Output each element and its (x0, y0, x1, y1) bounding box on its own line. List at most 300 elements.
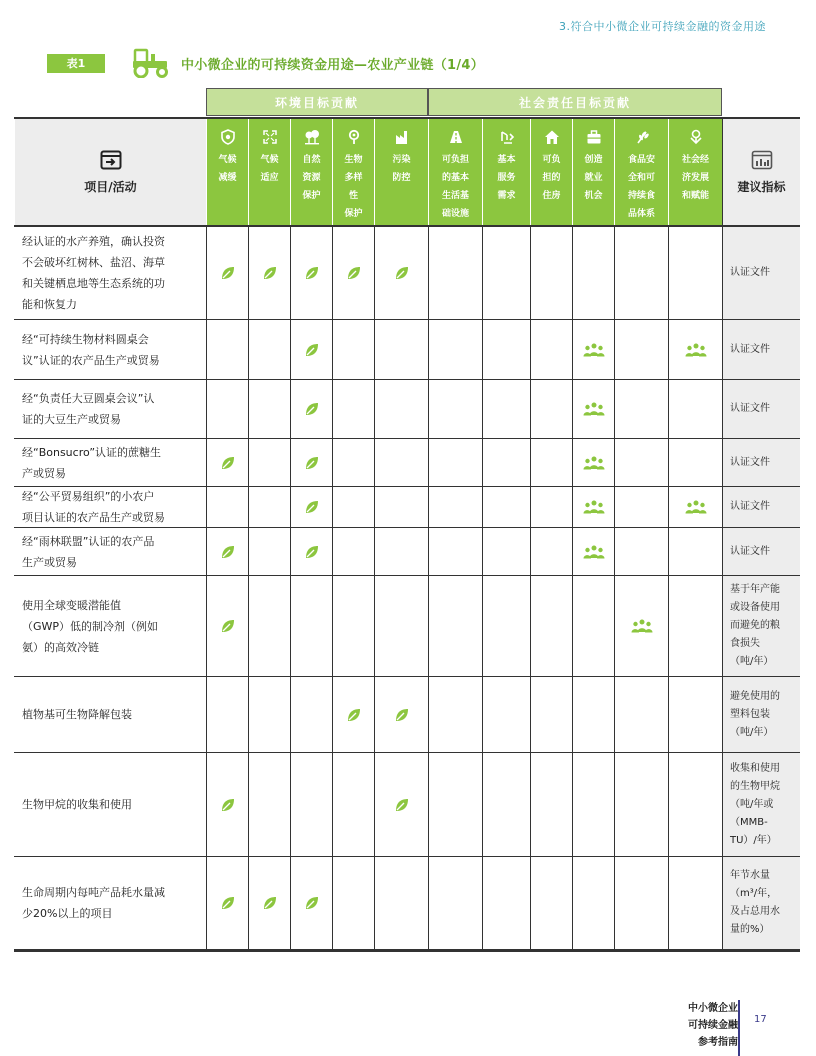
table-row (14, 677, 800, 753)
project-line: 产或贸易 (22, 466, 66, 480)
trees-icon (304, 129, 320, 145)
soc-cell (530, 487, 572, 527)
indicator-text (730, 867, 780, 939)
col-label-line: 需求 (497, 191, 516, 201)
soc-cell (614, 857, 668, 949)
indicator-line: 及占总用水 (730, 906, 780, 917)
env-cell (374, 227, 428, 319)
project-line: 经“雨林联盟”认证的农产品 (22, 534, 155, 548)
project-text (22, 231, 165, 315)
env-cell (206, 528, 248, 575)
indicator-text (730, 760, 780, 850)
project-text (22, 882, 165, 924)
project-line: 证的大豆生产或贸易 (22, 413, 121, 426)
env-cell (332, 677, 374, 752)
project-line: 生命周期内每吨产品耗水量减 (22, 886, 165, 899)
col-label-line: 住房 (542, 191, 561, 201)
house-icon (544, 129, 560, 145)
soc-col-label (539, 151, 563, 205)
tractor-icon (131, 48, 171, 78)
indicator-cell (722, 857, 800, 949)
project-line: 生产或贸易 (22, 555, 77, 569)
env-cell (374, 753, 428, 856)
env-cell (206, 677, 248, 752)
people-icon (583, 500, 605, 514)
indicator-text (730, 454, 770, 472)
indicator-cell (722, 320, 800, 379)
soc-cell (572, 380, 614, 438)
col-label-line: 多样 (344, 173, 363, 183)
footer-guide-line: 参考指南 (698, 1037, 738, 1048)
soc-cell (572, 753, 614, 856)
table-header-row (14, 117, 800, 227)
leaf-icon (304, 342, 320, 358)
project-text (22, 704, 132, 725)
soc-cell (572, 439, 614, 486)
soc-cell (530, 380, 572, 438)
env-cell (248, 439, 290, 486)
col-label-line: 济发展 (681, 173, 709, 183)
people-icon (583, 456, 605, 470)
env-cell (290, 857, 332, 949)
people-icon (583, 402, 605, 416)
env-cell (332, 528, 374, 575)
soc-col-label (625, 151, 658, 223)
soc-cell (668, 439, 722, 486)
soc-cell (668, 320, 722, 379)
indicator-cell (722, 677, 800, 752)
indicator-line: 或设备使用 (730, 602, 780, 613)
soc-cell (572, 320, 614, 379)
soc-cell (668, 528, 722, 575)
env-cell (290, 753, 332, 856)
col-label-line: 础设施 (441, 209, 469, 219)
footer-guide-line: 中小微企业 (688, 1003, 738, 1014)
soc-cell (668, 227, 722, 319)
leaf-icon (304, 544, 320, 560)
project-line: 能和恢复力 (22, 298, 77, 311)
table-row (14, 439, 800, 487)
indicator-line: 认证文件 (730, 267, 770, 278)
soc-cell (668, 380, 722, 438)
leaf-icon (220, 544, 236, 560)
soc-cell (668, 857, 722, 949)
expand-arrows-icon (262, 129, 278, 145)
page-number: 17 (754, 1014, 767, 1025)
indicator-text (730, 341, 770, 359)
project-line: 经认证的水产养殖，确认投资 (22, 235, 165, 248)
col-label-line: 和赋能 (681, 191, 709, 201)
people-icon (583, 545, 605, 559)
col-label-line: 防控 (392, 173, 411, 183)
env-cell (332, 380, 374, 438)
project-cell (14, 576, 206, 676)
soc-cell (482, 487, 530, 527)
col-label-line: 食品安 (627, 155, 655, 165)
indicator-text (730, 264, 770, 282)
env-cell (248, 380, 290, 438)
soc-cell (572, 576, 614, 676)
env-cell (332, 487, 374, 527)
soc-cell (482, 753, 530, 856)
leaf-icon (262, 265, 278, 281)
indicator-line: （吨/年） (730, 726, 774, 738)
col-label-line: 气候 (260, 155, 279, 165)
soc-cell (572, 487, 614, 527)
leaf-icon (304, 895, 320, 911)
env-col-header-3 (332, 119, 374, 225)
col-label-line: 服务 (497, 173, 516, 183)
env-cell (206, 227, 248, 319)
soc-cell (614, 227, 668, 319)
road-icon (448, 129, 464, 145)
soc-cell (428, 380, 482, 438)
soc-col-header-1 (482, 119, 530, 225)
env-cell (206, 576, 248, 676)
leaf-icon (220, 895, 236, 911)
people-icon (685, 500, 707, 514)
soc-cell (530, 528, 572, 575)
project-line: 植物基可生物降解包装 (22, 708, 132, 721)
env-cell (332, 320, 374, 379)
project-text (22, 388, 154, 430)
env-cell (374, 677, 428, 752)
table-row (14, 857, 800, 950)
soc-col-header-3 (572, 119, 614, 225)
col-label-line: 保护 (344, 209, 363, 219)
env-cell (290, 320, 332, 379)
header-indicator (722, 119, 800, 225)
header-indicator-label: 建议指标 (737, 179, 786, 194)
indicator-line: （吨/年） (730, 656, 774, 667)
env-cell (206, 439, 248, 486)
col-label-line: 可负 (542, 155, 561, 165)
soc-cell (482, 576, 530, 676)
soc-col-header-0 (428, 119, 482, 225)
col-label-line: 生活基 (441, 191, 469, 201)
footer-guide (688, 1000, 738, 1051)
table-bottom-rule (14, 950, 800, 952)
env-cell (290, 439, 332, 486)
env-cell (248, 753, 290, 856)
env-cell (332, 576, 374, 676)
env-col-label (215, 151, 239, 187)
group-soc-header: 社会责任目标贡献 (428, 88, 722, 116)
leaf-icon (304, 455, 320, 471)
soc-cell (482, 528, 530, 575)
project-text (22, 531, 154, 573)
project-cell (14, 487, 206, 527)
env-cell (248, 227, 290, 319)
soc-cell (530, 576, 572, 676)
soc-cell (428, 320, 482, 379)
indicator-line: 基于年产能 (730, 584, 780, 595)
soc-cell (482, 677, 530, 752)
col-label-line: 品体系 (627, 209, 655, 219)
soc-cell (530, 439, 572, 486)
footer-divider (738, 1000, 740, 1056)
project-cell (14, 857, 206, 949)
soc-cell (482, 380, 530, 438)
project-text (22, 794, 132, 815)
soc-cell (482, 227, 530, 319)
project-cell (14, 439, 206, 486)
soc-col-label (439, 151, 472, 223)
indicator-line: 避免使用的 (730, 690, 780, 702)
soc-cell (614, 380, 668, 438)
soc-cell (428, 753, 482, 856)
col-label-line: 适应 (260, 173, 279, 183)
col-label-line: 可负担 (441, 155, 469, 165)
project-line: 经“Bonsucro”认证的蔗糖生 (22, 445, 162, 459)
soc-cell (572, 227, 614, 319)
project-line: （GWP）低的制冷剂（例如 (22, 619, 159, 633)
indicator-cell (722, 380, 800, 438)
header-project (14, 119, 206, 225)
soc-cell (668, 487, 722, 527)
project-line: 少20%以上的项目 (22, 907, 113, 920)
env-cell (374, 576, 428, 676)
env-cell (332, 753, 374, 856)
project-text (22, 486, 165, 528)
indicator-line: 年节水量 (730, 870, 770, 881)
table-row (14, 528, 800, 576)
col-label-line: 担的 (542, 173, 561, 183)
project-line: 氨）的高效冷链 (22, 640, 99, 654)
project-line: 不会破坏红树林、盐沼、海草 (22, 256, 165, 269)
project-text (22, 442, 161, 484)
soc-col-label (581, 151, 605, 205)
soc-cell (530, 227, 572, 319)
env-cell (332, 857, 374, 949)
env-cell (290, 487, 332, 527)
project-line: 经“负责任大豆圆桌会议”认 (22, 392, 155, 405)
col-label-line: 资源 (302, 173, 321, 183)
env-cell (332, 227, 374, 319)
indicator-cell (722, 576, 800, 676)
report-icon (751, 150, 773, 170)
col-label-line: 减缓 (218, 173, 237, 183)
table-row (14, 227, 800, 320)
col-label-line: 的基本 (441, 173, 469, 183)
soc-cell (530, 857, 572, 949)
env-cell (206, 487, 248, 527)
project-cell (14, 320, 206, 379)
env-cell (206, 753, 248, 856)
env-cell (290, 576, 332, 676)
indicator-line: 量的%） (730, 924, 770, 935)
indicator-text (730, 498, 770, 516)
leaf-icon (346, 707, 362, 723)
col-label-line: 全和可 (627, 173, 655, 183)
col-label-line: 保护 (302, 191, 321, 201)
soc-cell (428, 857, 482, 949)
env-cell (248, 528, 290, 575)
indicator-cell (722, 487, 800, 527)
project-cell (14, 528, 206, 575)
soc-col-header-4 (614, 119, 668, 225)
soc-cell (530, 753, 572, 856)
env-cell (374, 528, 428, 575)
leaf-icon (304, 265, 320, 281)
env-col-label (257, 151, 281, 187)
project-line: 和关键栖息地等生态系统的功 (22, 277, 165, 290)
col-label-line: 基本 (497, 155, 516, 165)
soc-cell (668, 576, 722, 676)
env-cell (206, 320, 248, 379)
project-cell (14, 753, 206, 856)
people-icon (631, 619, 653, 633)
window-arrow-icon (100, 150, 122, 170)
indicator-cell (722, 528, 800, 575)
indicator-cell (722, 439, 800, 486)
env-cell (374, 320, 428, 379)
env-cell (248, 487, 290, 527)
col-label-line: 机会 (584, 191, 603, 201)
indicator-line: 的生物甲烷 (730, 780, 780, 792)
env-cell (374, 857, 428, 949)
soc-cell (428, 677, 482, 752)
env-cell (374, 380, 428, 438)
env-cell (290, 380, 332, 438)
table-title-bar (47, 48, 484, 78)
soc-cell (614, 320, 668, 379)
leaf-icon (394, 797, 410, 813)
project-cell (14, 677, 206, 752)
table-row (14, 576, 800, 677)
soc-cell (482, 320, 530, 379)
env-cell (290, 227, 332, 319)
leaf-icon (220, 265, 236, 281)
env-cell (206, 380, 248, 438)
soc-col-label (494, 151, 518, 205)
soc-cell (428, 227, 482, 319)
leaf-icon (346, 265, 362, 281)
soc-cell (614, 753, 668, 856)
project-line: 使用全球变暖潜能值 (22, 598, 121, 612)
env-cell (290, 677, 332, 752)
project-line: 经“可持续生物材料圆桌会 (22, 332, 149, 346)
soc-cell (614, 677, 668, 752)
col-label-line: 气候 (218, 155, 237, 165)
empower-icon (688, 129, 704, 145)
soc-cell (428, 576, 482, 676)
env-col-header-0 (206, 119, 248, 225)
env-cell (248, 576, 290, 676)
project-cell (14, 380, 206, 438)
indicator-line: （m³/年， (730, 888, 778, 899)
project-line: 议”认证的农产品生产或贸易 (22, 353, 160, 367)
group-env-header: 环境目标贡献 (206, 88, 428, 116)
table-row (14, 320, 800, 380)
col-label-line: 持续食 (627, 191, 655, 201)
soc-cell (530, 677, 572, 752)
indicator-text (730, 688, 780, 742)
indicator-line: 收集和使用 (730, 762, 780, 774)
col-label-line: 就业 (584, 173, 603, 183)
env-col-header-2 (290, 119, 332, 225)
indicator-cell (722, 227, 800, 319)
soc-cell (614, 439, 668, 486)
leaf-icon (304, 401, 320, 417)
soc-cell (572, 528, 614, 575)
soc-col-label (679, 151, 712, 205)
col-label-line: 社会经 (681, 155, 709, 165)
env-col-header-1 (248, 119, 290, 225)
table-row (14, 487, 800, 528)
soc-cell (428, 487, 482, 527)
env-col-label (341, 151, 365, 223)
indicator-line: 而避免的粮 (730, 620, 780, 631)
soc-cell (572, 677, 614, 752)
env-cell (374, 439, 428, 486)
soc-cell (614, 576, 668, 676)
soc-cell (530, 320, 572, 379)
project-line: 生物甲烷的收集和使用 (22, 798, 132, 811)
project-text (22, 329, 160, 371)
indicator-cell (722, 753, 800, 856)
env-cell (248, 857, 290, 949)
env-col-label (299, 151, 323, 205)
people-icon (685, 343, 707, 357)
soc-cell (482, 439, 530, 486)
factory-icon (394, 129, 410, 145)
leaf-icon (220, 455, 236, 471)
soc-cell (428, 528, 482, 575)
project-line: 经“公平贸易组织”的小农户 (22, 490, 155, 503)
col-label-line: 污染 (392, 155, 411, 165)
env-col-header-4 (374, 119, 428, 225)
indicator-line: （MMB- (730, 816, 768, 828)
people-icon (583, 343, 605, 357)
indicator-line: 认证文件 (730, 343, 770, 355)
briefcase-icon (586, 129, 602, 145)
service-icon (499, 129, 515, 145)
indicator-line: 认证文件 (730, 403, 770, 414)
project-text (22, 595, 158, 658)
indicator-line: （吨/年或 (730, 798, 774, 810)
indicator-text (730, 400, 770, 418)
env-cell (374, 487, 428, 527)
leaf-icon (394, 265, 410, 281)
soc-cell (614, 528, 668, 575)
project-line: 项目认证的农产品生产或贸易 (22, 511, 165, 524)
soc-cell (668, 677, 722, 752)
soc-cell (668, 753, 722, 856)
leaf-icon (304, 499, 320, 515)
table-row (14, 380, 800, 439)
env-col-label (389, 151, 413, 187)
soc-cell (614, 487, 668, 527)
indicator-line: 塑料包装 (730, 708, 770, 720)
leaf-icon (394, 707, 410, 723)
indicator-text (730, 543, 770, 561)
env-cell (206, 857, 248, 949)
shield-leaf-icon (220, 129, 236, 145)
indicator-line: 认证文件 (730, 456, 770, 468)
soc-cell (428, 439, 482, 486)
col-label-line: 自然 (302, 155, 321, 165)
indicator-line: 认证文件 (730, 501, 770, 512)
leaf-icon (220, 618, 236, 634)
table-badge: 表1 (47, 54, 105, 73)
leaf-icon (262, 895, 278, 911)
col-label-line: 创造 (584, 155, 603, 165)
footer-guide-line: 可持续金融 (688, 1020, 738, 1031)
table-row (14, 753, 800, 857)
section-header: 3.符合中小微企业可持续金融的资金用途 (559, 20, 766, 33)
soc-col-header-5 (668, 119, 722, 225)
